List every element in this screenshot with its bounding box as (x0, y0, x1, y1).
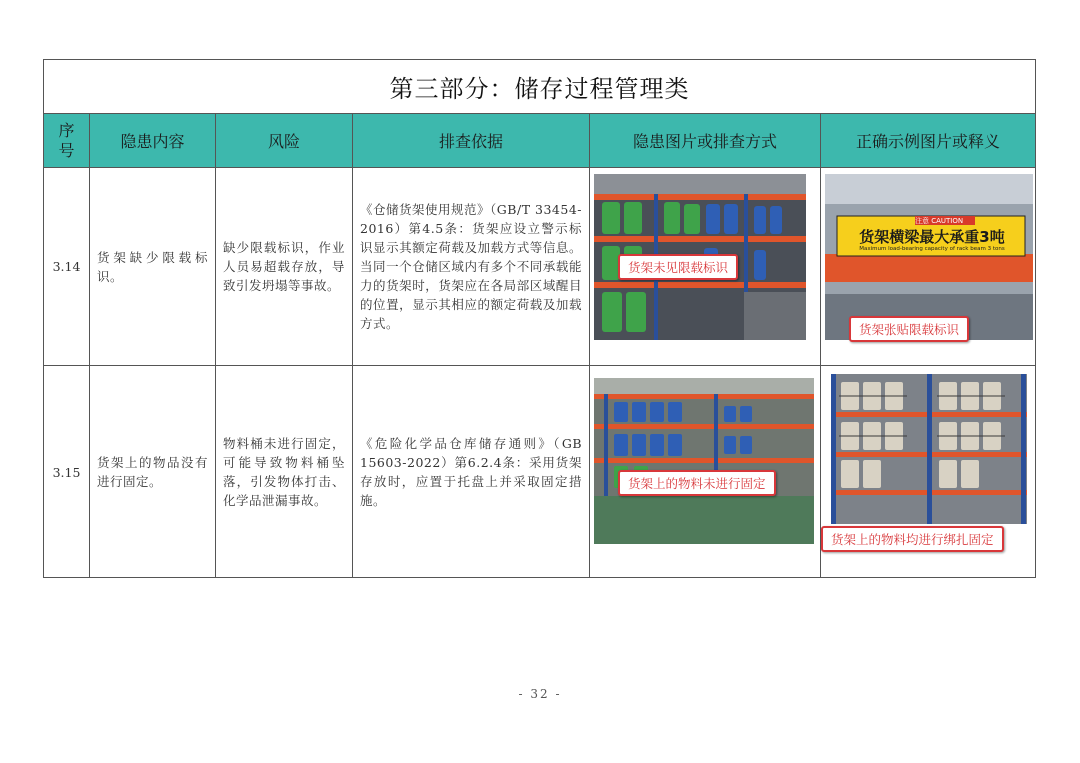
header-basis: 排查依据 (353, 114, 590, 168)
correct-image-cell (821, 168, 1035, 366)
basis-text: 《危险化学品仓库储存通则》（GB 15603-2022）第6.2.4条：采用货架存放时，应置于托盘上并采取固定措施。 (360, 436, 582, 508)
hazard-image-cell (590, 168, 821, 366)
row-no-text: 3.14 (52, 259, 81, 274)
header-correct-example: 正确示例图片或释义 (821, 114, 1035, 168)
risk-text: 缺少限载标识，作业人员易超载存放，导致引发坍塌等事故。 (223, 240, 345, 293)
row-no (44, 366, 90, 578)
header-hazard-image: 隐患图片或排查方式 (590, 114, 821, 168)
row-hazard (90, 366, 216, 578)
row-no-text: 3.15 (52, 464, 81, 480)
row-risk (216, 168, 353, 366)
load-sign-main: 货架横梁最大承重3吨 (859, 228, 1005, 246)
row-hazard (90, 168, 216, 366)
basis-text: 《仓储货架使用规范》（GB/T 33454-2016）第4.5条：货架应设立警示标识显示其额定荷载及加载方式等信息。当同一个仓储区域内有多个不同承载能力的货架时，货架应在各局部区域醒目的位置，显示其相应的额定荷载及加载方式。 (360, 202, 582, 331)
hazard-table (43, 59, 1036, 578)
correct-callout: 货架张贴限载标识 (849, 316, 969, 342)
header-hazard: 隐患内容 (90, 114, 216, 168)
row-basis (353, 366, 590, 578)
header-risk: 风险 (216, 114, 353, 168)
risk-text: 物料桶未进行固定，可能导致物料桶坠落，引发物体打击、化学品泄漏事故。 (223, 436, 345, 508)
hazard-photo (594, 378, 814, 544)
correct-photo (831, 374, 1027, 524)
row-no (44, 168, 90, 366)
hazard-text: 货架上的物品没有进行固定。 (97, 455, 208, 489)
header-no: 序号 (44, 114, 90, 168)
load-sign-sub: Maximum load-bearing capacity of rack beam 3 tons (859, 246, 1005, 252)
correct-image-cell (821, 366, 1035, 578)
row-basis (353, 168, 590, 366)
correct-callout: 货架上的物料均进行绑扎固定 (821, 526, 1004, 552)
section-title: 第三部分：储存过程管理类 (44, 60, 1035, 114)
hazard-text: 货架缺少限载标识。 (97, 249, 208, 284)
hazard-image-cell (590, 366, 821, 578)
load-sign-small: 注意 CAUTION (915, 217, 964, 225)
hazard-callout: 货架未见限载标识 (618, 254, 738, 280)
row-risk (216, 366, 353, 578)
page-number: - 32 - (518, 687, 562, 701)
hazard-callout: 货架上的物料未进行固定 (618, 470, 776, 496)
